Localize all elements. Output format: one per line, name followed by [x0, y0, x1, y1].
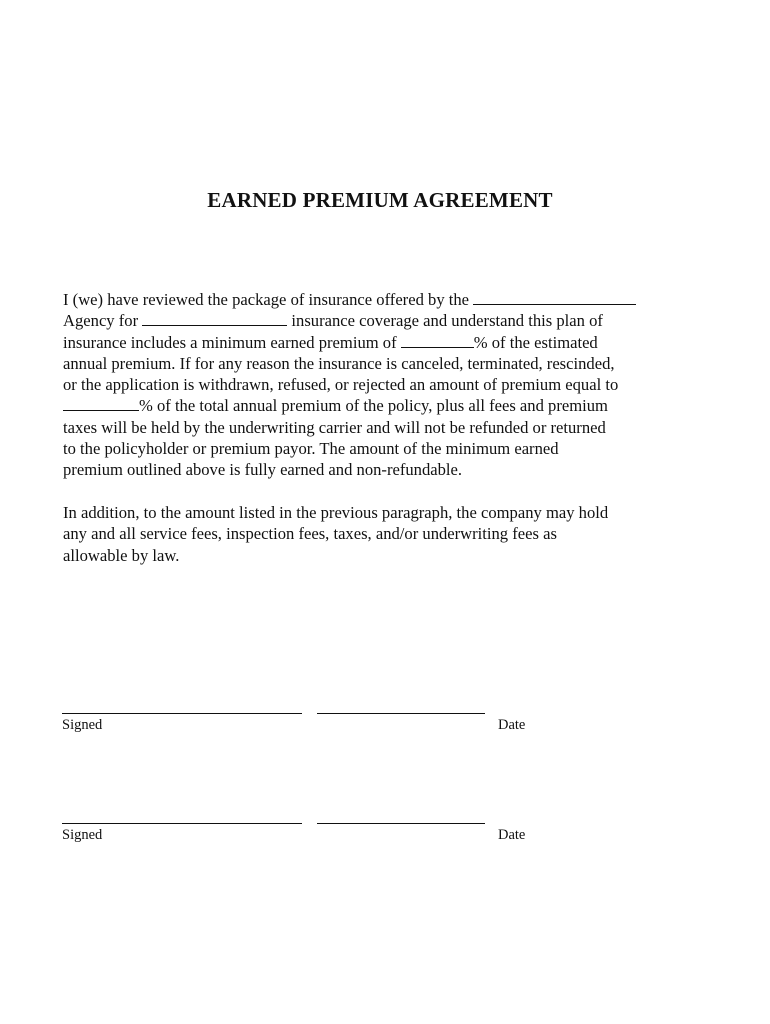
text-run: insurance coverage and understand this plan of: [291, 311, 603, 331]
paragraph-line: or the application is withdrawn, refused, or rejected an amount of premium equal to: [63, 375, 619, 395]
paragraph-line: to the policyholder or premium payor. The amount of the minimum earned: [63, 439, 559, 459]
signed-label: Signed: [62, 717, 103, 733]
paragraph-line: premium outlined above is fully earned and non-refundable.: [63, 460, 463, 480]
coverage-type-blank[interactable]: [142, 311, 287, 326]
date-line[interactable]: [317, 823, 485, 824]
paragraph-line: [63, 310, 703, 331]
paragraph-additional-fees: [63, 502, 703, 566]
paragraph-line: [63, 395, 703, 416]
signed-label: Signed: [62, 827, 103, 843]
total-premium-percent-blank[interactable]: [63, 396, 139, 411]
date-line[interactable]: [317, 713, 485, 714]
text-run: Agency for: [63, 311, 139, 331]
paragraph-line: [63, 289, 703, 310]
date-label: Date: [498, 717, 526, 733]
text-run: I (we) have reviewed the package of insurance offered by the: [63, 290, 470, 309]
date-label: Date: [498, 827, 526, 843]
paragraph-line: [63, 332, 703, 353]
document-title: EARNED PREMIUM AGREEMENT: [207, 188, 553, 212]
minimum-premium-percent-blank[interactable]: [401, 333, 474, 348]
paragraph-line: taxes will be held by the underwriting carrier and will not be refunded or returned: [63, 417, 606, 437]
agency-name-blank[interactable]: [473, 290, 636, 305]
paragraph-line: allowable by law.: [63, 545, 180, 565]
signature-line[interactable]: [62, 713, 302, 714]
paragraph-line: In addition, to the amount listed in the previous paragraph, the company may hold: [63, 503, 609, 522]
paragraph-line: annual premium. If for any reason the insurance is canceled, terminated, rescinded,: [63, 353, 615, 373]
text-run: % of the estimated: [473, 332, 598, 352]
text-run: % of the total annual premium of the policy, plus all fees and premium: [139, 396, 608, 416]
paragraph-line: any and all service fees, inspection fees, taxes, and/or underwriting fees as: [63, 524, 557, 544]
paragraph-agreement-terms: [63, 289, 703, 481]
signature-line[interactable]: [62, 823, 302, 824]
text-run: insurance includes a minimum earned premium of: [63, 332, 397, 352]
